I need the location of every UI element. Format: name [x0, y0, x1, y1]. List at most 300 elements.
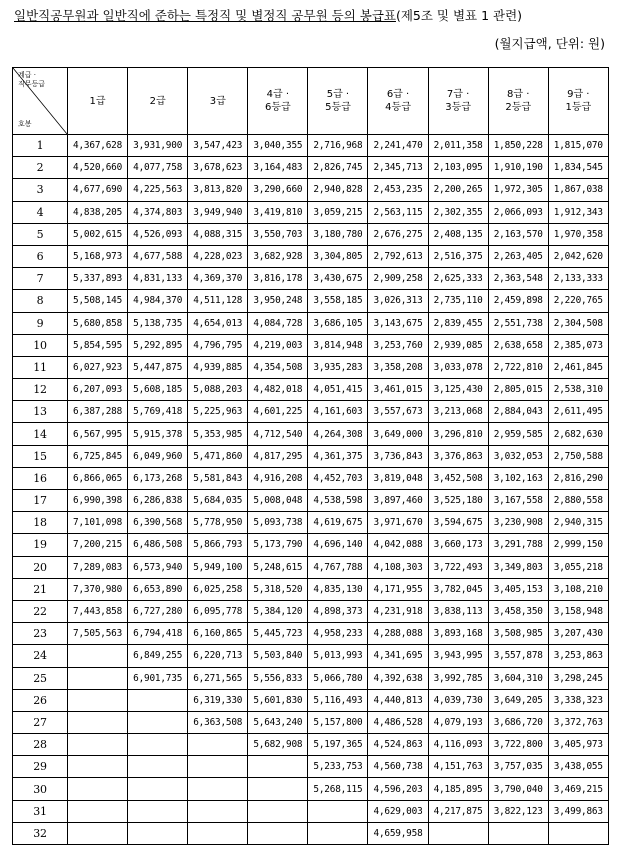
salary-cell: 4,629,003	[368, 800, 428, 822]
salary-cell: 2,163,570	[488, 223, 548, 245]
salary-cell: 4,219,003	[248, 334, 308, 356]
salary-cell: 3,935,283	[308, 356, 368, 378]
salary-cell: 3,660,173	[428, 534, 488, 556]
salary-cell	[188, 800, 248, 822]
grade-header-line: 6급 ·	[386, 89, 410, 100]
salary-cell: 3,032,053	[488, 445, 548, 467]
salary-cell: 5,292,895	[128, 334, 188, 356]
table-row	[13, 734, 609, 756]
salary-cell: 2,839,455	[428, 312, 488, 334]
salary-cell	[188, 734, 248, 756]
salary-cell: 1,912,343	[548, 201, 608, 223]
salary-cell: 2,805,015	[488, 379, 548, 401]
salary-cell	[68, 645, 128, 667]
step-cell: 21	[13, 578, 68, 600]
salary-cell	[248, 756, 308, 778]
step-cell: 25	[13, 667, 68, 689]
salary-cell: 2,241,470	[368, 135, 428, 157]
salary-cell: 3,253,760	[368, 334, 428, 356]
salary-cell: 3,033,078	[428, 356, 488, 378]
salary-cell: 2,538,310	[548, 379, 608, 401]
table-row	[13, 135, 609, 157]
salary-cell: 6,387,288	[68, 401, 128, 423]
salary-cell: 6,901,735	[128, 667, 188, 689]
salary-cell: 3,682,928	[248, 245, 308, 267]
salary-cell: 3,026,313	[368, 290, 428, 312]
salary-cell: 2,625,333	[428, 268, 488, 290]
salary-cell: 3,296,810	[428, 423, 488, 445]
salary-cell: 3,452,508	[428, 467, 488, 489]
grade-header-line: 7급 ·	[446, 89, 470, 100]
salary-cell: 5,684,035	[188, 490, 248, 512]
salary-cell: 5,225,963	[188, 401, 248, 423]
salary-cell: 4,108,303	[368, 556, 428, 578]
salary-cell: 6,725,845	[68, 445, 128, 467]
salary-cell: 5,556,833	[248, 667, 308, 689]
salary-cell: 4,538,598	[308, 490, 368, 512]
salary-cell: 6,866,065	[68, 467, 128, 489]
salary-cell: 2,304,508	[548, 312, 608, 334]
salary-cell: 2,884,043	[488, 401, 548, 423]
salary-cell	[428, 822, 488, 844]
title-main: 일반직공무원과 일반직에 준하는 특정직 및 별정직 공무원 등의 봉급표	[14, 8, 396, 23]
salary-cell	[128, 778, 188, 800]
salary-cell: 4,486,528	[368, 711, 428, 733]
salary-cell	[248, 822, 308, 844]
corner-top-label: 계급 · 직무등급	[18, 71, 46, 88]
salary-cell: 3,055,218	[548, 556, 608, 578]
salary-cell: 4,039,730	[428, 689, 488, 711]
corner-header	[13, 68, 68, 135]
grade-header-line: 5급 ·	[326, 89, 350, 100]
salary-cell: 5,157,800	[308, 711, 368, 733]
unit-note: (월지급액, 단위: 원)	[494, 36, 605, 51]
salary-cell: 5,318,520	[248, 578, 308, 600]
salary-cell: 3,253,863	[548, 645, 608, 667]
step-cell: 12	[13, 379, 68, 401]
salary-cell: 3,949,940	[188, 201, 248, 223]
salary-cell	[128, 756, 188, 778]
salary-cell: 4,084,728	[248, 312, 308, 334]
salary-cell: 2,638,658	[488, 334, 548, 356]
grade-header	[68, 68, 128, 135]
salary-cell: 6,160,865	[188, 623, 248, 645]
salary-cell: 7,443,858	[68, 600, 128, 622]
salary-cell: 3,508,985	[488, 623, 548, 645]
salary-cell: 5,002,615	[68, 223, 128, 245]
table-row	[13, 645, 609, 667]
grade-header-line: 8급 ·	[507, 89, 530, 100]
salary-cell: 1,910,190	[488, 157, 548, 179]
salary-cell: 3,372,763	[548, 711, 608, 733]
salary-cell: 3,557,673	[368, 401, 428, 423]
salary-cell: 4,264,308	[308, 423, 368, 445]
salary-cell: 2,880,558	[548, 490, 608, 512]
salary-cell: 4,361,375	[308, 445, 368, 467]
salary-cell: 5,337,893	[68, 268, 128, 290]
document-title	[14, 6, 522, 24]
salary-cell: 3,059,215	[308, 201, 368, 223]
salary-cell: 3,499,863	[548, 800, 608, 822]
salary-cell: 6,049,960	[128, 445, 188, 467]
salary-cell: 7,101,098	[68, 512, 128, 534]
salary-cell: 2,385,073	[548, 334, 608, 356]
grade-header	[248, 68, 308, 135]
salary-cell: 2,263,405	[488, 245, 548, 267]
title-suffix: (제5조 및 별표 1 관련)	[395, 8, 523, 23]
salary-cell: 5,854,595	[68, 334, 128, 356]
salary-cell: 5,471,860	[188, 445, 248, 467]
salary-cell: 4,231,918	[368, 600, 428, 622]
salary-cell: 4,042,088	[368, 534, 428, 556]
salary-cell: 2,453,235	[368, 179, 428, 201]
step-cell: 14	[13, 423, 68, 445]
salary-cell: 2,363,548	[488, 268, 548, 290]
grade-header	[428, 68, 488, 135]
grade-header-line: 2등급	[505, 102, 532, 113]
salary-cell: 1,815,070	[548, 135, 608, 157]
salary-cell	[68, 689, 128, 711]
salary-cell: 2,750,588	[548, 445, 608, 467]
salary-cell	[68, 711, 128, 733]
salary-cell: 3,813,820	[188, 179, 248, 201]
salary-cell: 4,817,295	[248, 445, 308, 467]
salary-cell	[128, 800, 188, 822]
salary-cell: 2,461,845	[548, 356, 608, 378]
salary-cell: 2,682,630	[548, 423, 608, 445]
salary-cell: 5,233,753	[308, 756, 368, 778]
salary-cell: 3,298,245	[548, 667, 608, 689]
step-cell: 20	[13, 556, 68, 578]
salary-cell: 3,557,878	[488, 645, 548, 667]
grade-header	[368, 68, 428, 135]
salary-cell: 5,866,793	[188, 534, 248, 556]
salary-cell: 5,168,973	[68, 245, 128, 267]
grade-header	[308, 68, 368, 135]
salary-cell: 3,971,670	[368, 512, 428, 534]
salary-cell	[128, 822, 188, 844]
salary-cell: 3,469,215	[548, 778, 608, 800]
salary-cell: 5,503,840	[248, 645, 308, 667]
salary-cell: 4,079,193	[428, 711, 488, 733]
step-cell: 6	[13, 245, 68, 267]
salary-cell: 6,849,255	[128, 645, 188, 667]
step-cell: 3	[13, 179, 68, 201]
salary-cell: 3,822,123	[488, 800, 548, 822]
salary-cell: 4,440,813	[368, 689, 428, 711]
table-row	[13, 423, 609, 445]
salary-cell: 2,302,355	[428, 201, 488, 223]
salary-cell: 1,972,305	[488, 179, 548, 201]
salary-cell: 4,511,128	[188, 290, 248, 312]
salary-cell: 4,654,013	[188, 312, 248, 334]
salary-cell: 2,909,258	[368, 268, 428, 290]
salary-cell: 4,984,370	[128, 290, 188, 312]
table-row	[13, 245, 609, 267]
salary-cell: 4,341,695	[368, 645, 428, 667]
salary-cell: 2,826,745	[308, 157, 368, 179]
step-cell: 8	[13, 290, 68, 312]
salary-cell: 5,173,790	[248, 534, 308, 556]
salary-cell: 2,722,810	[488, 356, 548, 378]
salary-cell: 6,220,713	[188, 645, 248, 667]
salary-cell: 3,430,675	[308, 268, 368, 290]
salary-cell: 3,722,800	[488, 734, 548, 756]
salary-cell: 3,816,178	[248, 268, 308, 290]
salary-cell: 3,164,483	[248, 157, 308, 179]
salary-cell: 4,369,370	[188, 268, 248, 290]
table-row	[13, 534, 609, 556]
salary-cell: 4,217,875	[428, 800, 488, 822]
salary-cell: 4,916,208	[248, 467, 308, 489]
table-row	[13, 290, 609, 312]
salary-cell: 6,567,995	[68, 423, 128, 445]
table-row	[13, 778, 609, 800]
salary-cell: 2,066,093	[488, 201, 548, 223]
salary-cell: 2,816,290	[548, 467, 608, 489]
salary-cell: 6,027,923	[68, 356, 128, 378]
salary-cell: 5,778,950	[188, 512, 248, 534]
salary-cell: 3,349,803	[488, 556, 548, 578]
salary-cell: 2,940,828	[308, 179, 368, 201]
salary-cell: 4,482,018	[248, 379, 308, 401]
salary-cell	[68, 800, 128, 822]
step-cell: 10	[13, 334, 68, 356]
grade-header-line: 5등급	[325, 102, 351, 113]
salary-cell: 3,649,000	[368, 423, 428, 445]
salary-cell: 2,611,495	[548, 401, 608, 423]
salary-cell: 1,850,228	[488, 135, 548, 157]
salary-cell: 2,959,585	[488, 423, 548, 445]
salary-cell: 6,025,258	[188, 578, 248, 600]
table-row	[13, 578, 609, 600]
table-row	[13, 822, 609, 844]
salary-cell: 5,066,780	[308, 667, 368, 689]
table-row	[13, 334, 609, 356]
salary-cell: 3,782,045	[428, 578, 488, 600]
salary-cell: 3,338,323	[548, 689, 608, 711]
salary-cell: 4,520,660	[68, 157, 128, 179]
salary-cell: 3,943,995	[428, 645, 488, 667]
salary-cell	[68, 734, 128, 756]
step-cell: 28	[13, 734, 68, 756]
salary-cell: 5,197,365	[308, 734, 368, 756]
salary-cell: 4,524,863	[368, 734, 428, 756]
table-row	[13, 800, 609, 822]
salary-cell: 4,659,958	[368, 822, 428, 844]
salary-cell: 4,898,373	[308, 600, 368, 622]
salary-cell	[248, 778, 308, 800]
grade-header	[188, 68, 248, 135]
salary-cell: 3,736,843	[368, 445, 428, 467]
table-row	[13, 711, 609, 733]
salary-cell: 1,867,038	[548, 179, 608, 201]
salary-cell: 3,125,430	[428, 379, 488, 401]
salary-cell: 4,619,675	[308, 512, 368, 534]
salary-cell: 3,304,805	[308, 245, 368, 267]
salary-cell: 5,353,985	[188, 423, 248, 445]
salary-cell: 3,461,015	[368, 379, 428, 401]
salary-cell: 4,601,225	[248, 401, 308, 423]
step-cell: 26	[13, 689, 68, 711]
step-cell: 15	[13, 445, 68, 467]
salary-cell: 4,526,093	[128, 223, 188, 245]
salary-cell: 4,354,508	[248, 356, 308, 378]
salary-cell: 1,834,545	[548, 157, 608, 179]
salary-cell: 2,459,898	[488, 290, 548, 312]
salary-cell: 3,757,035	[488, 756, 548, 778]
table-row	[13, 600, 609, 622]
salary-cell: 3,931,900	[128, 135, 188, 157]
salary-cell: 4,796,795	[188, 334, 248, 356]
salary-cell: 4,958,233	[308, 623, 368, 645]
salary-cell: 2,563,115	[368, 201, 428, 223]
salary-cell: 3,838,113	[428, 600, 488, 622]
salary-cell: 4,151,763	[428, 756, 488, 778]
salary-cell: 3,419,810	[248, 201, 308, 223]
salary-cell: 2,011,358	[428, 135, 488, 157]
step-cell: 16	[13, 467, 68, 489]
salary-cell: 4,835,130	[308, 578, 368, 600]
table-row	[13, 268, 609, 290]
salary-cell: 1,970,358	[548, 223, 608, 245]
salary-cell: 5,581,843	[188, 467, 248, 489]
grade-header-line: 9급 ·	[567, 89, 590, 100]
salary-cell	[308, 822, 368, 844]
salary-cell: 3,550,703	[248, 223, 308, 245]
salary-cell: 5,445,723	[248, 623, 308, 645]
table-row	[13, 157, 609, 179]
salary-cell	[488, 822, 548, 844]
salary-cell: 3,950,248	[248, 290, 308, 312]
salary-cell: 7,289,083	[68, 556, 128, 578]
salary-cell: 6,173,268	[128, 467, 188, 489]
salary-cell: 4,596,203	[368, 778, 428, 800]
salary-cell: 3,040,355	[248, 135, 308, 157]
table-row	[13, 623, 609, 645]
salary-cell: 3,547,423	[188, 135, 248, 157]
salary-cell: 3,458,350	[488, 600, 548, 622]
salary-cell: 5,248,615	[248, 556, 308, 578]
salary-cell: 6,653,890	[128, 578, 188, 600]
salary-cell: 4,367,628	[68, 135, 128, 157]
salary-cell	[128, 689, 188, 711]
salary-cell	[68, 667, 128, 689]
salary-cell: 4,712,540	[248, 423, 308, 445]
salary-cell: 3,207,430	[548, 623, 608, 645]
salary-cell: 4,161,603	[308, 401, 368, 423]
table-row	[13, 312, 609, 334]
grade-header-line: 3등급	[445, 102, 471, 113]
salary-cell: 4,088,315	[188, 223, 248, 245]
salary-cell: 2,999,150	[548, 534, 608, 556]
salary-cell: 3,213,068	[428, 401, 488, 423]
table-row	[13, 379, 609, 401]
salary-cell: 6,573,940	[128, 556, 188, 578]
salary-cell: 2,735,110	[428, 290, 488, 312]
salary-cell: 4,288,088	[368, 623, 428, 645]
salary-cell: 6,207,093	[68, 379, 128, 401]
step-cell: 5	[13, 223, 68, 245]
salary-cell: 5,769,418	[128, 401, 188, 423]
table-row	[13, 490, 609, 512]
step-cell: 29	[13, 756, 68, 778]
salary-cell: 3,108,210	[548, 578, 608, 600]
step-cell: 31	[13, 800, 68, 822]
table-row	[13, 512, 609, 534]
salary-cell	[548, 822, 608, 844]
salary-cell: 2,516,375	[428, 245, 488, 267]
salary-cell: 6,390,568	[128, 512, 188, 534]
grade-header-line: 3급	[209, 95, 226, 107]
salary-cell: 3,376,863	[428, 445, 488, 467]
salary-cell: 3,992,785	[428, 667, 488, 689]
salary-cell: 5,088,203	[188, 379, 248, 401]
salary-cell: 6,286,838	[128, 490, 188, 512]
salary-cell: 4,077,758	[128, 157, 188, 179]
salary-cell: 5,682,908	[248, 734, 308, 756]
salary-cell: 3,405,973	[548, 734, 608, 756]
salary-cell: 3,678,623	[188, 157, 248, 179]
grade-header-line: 6등급	[264, 102, 291, 113]
salary-cell: 6,794,418	[128, 623, 188, 645]
salary-cell: 4,939,885	[188, 356, 248, 378]
salary-cell: 5,915,378	[128, 423, 188, 445]
salary-cell: 6,095,778	[188, 600, 248, 622]
table-row	[13, 223, 609, 245]
salary-cell: 2,133,333	[548, 268, 608, 290]
salary-cell: 4,225,563	[128, 179, 188, 201]
table-row	[13, 201, 609, 223]
grade-header-line: 1등급	[565, 102, 592, 113]
salary-cell: 5,680,858	[68, 312, 128, 334]
salary-cell: 5,008,048	[248, 490, 308, 512]
salary-cell: 5,138,735	[128, 312, 188, 334]
step-cell: 11	[13, 356, 68, 378]
salary-cell: 4,185,895	[428, 778, 488, 800]
salary-cell: 2,551,738	[488, 312, 548, 334]
salary-cell: 5,268,115	[308, 778, 368, 800]
salary-cell: 2,408,135	[428, 223, 488, 245]
salary-cell: 2,939,085	[428, 334, 488, 356]
salary-cell	[128, 711, 188, 733]
step-cell: 13	[13, 401, 68, 423]
salary-cell	[188, 778, 248, 800]
table-row	[13, 445, 609, 467]
salary-cell: 4,171,955	[368, 578, 428, 600]
salary-cell	[128, 734, 188, 756]
salary-cell: 4,838,205	[68, 201, 128, 223]
salary-cell: 4,831,133	[128, 268, 188, 290]
step-cell: 9	[13, 312, 68, 334]
salary-cell: 3,158,948	[548, 600, 608, 622]
step-cell: 19	[13, 534, 68, 556]
salary-cell: 5,116,493	[308, 689, 368, 711]
salary-cell: 6,319,330	[188, 689, 248, 711]
grade-header	[488, 68, 548, 135]
salary-cell: 5,384,120	[248, 600, 308, 622]
salary-cell: 3,558,185	[308, 290, 368, 312]
salary-cell: 5,643,240	[248, 711, 308, 733]
salary-cell: 2,940,315	[548, 512, 608, 534]
salary-cell: 5,601,830	[248, 689, 308, 711]
salary-cell: 3,814,948	[308, 334, 368, 356]
salary-cell	[188, 822, 248, 844]
salary-cell: 7,370,980	[68, 578, 128, 600]
salary-cell: 4,452,703	[308, 467, 368, 489]
corner-bottom-label: 호봉	[18, 120, 32, 128]
step-cell: 4	[13, 201, 68, 223]
